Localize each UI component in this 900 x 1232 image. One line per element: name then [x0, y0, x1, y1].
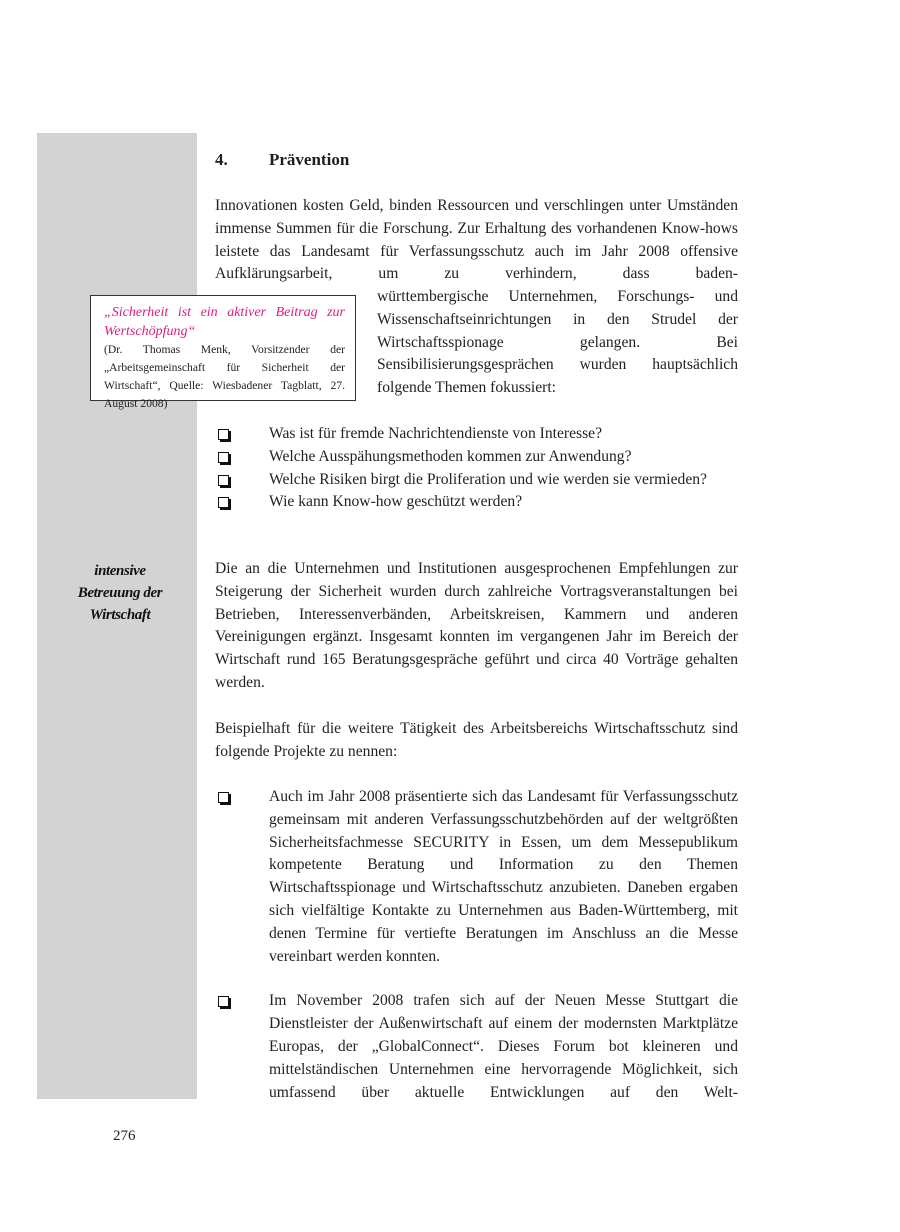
intro-paragraph-continued: württembergische Unternehmen, Forschungs- und Wissenschaftseinrichtungen in den Strudel der Wirtschaftsspionage gelangen. Bei Sensibilisierungsgesprächen wurden hauptsächlich folgende Themen fokussiert:: [377, 288, 738, 397]
quote-text: „Sicherheit ist ein aktiver Beitrag zur Wertschöpfung“: [104, 305, 345, 339]
section-heading: [215, 148, 349, 172]
margin-note-line: Wirtschaft: [89, 607, 151, 623]
quote-source: (Dr. Thomas Menk, Vorsitzender der „Arbeitsgemeinschaft für Sicherheit der Wirtschaft“, Quelle: Wiesbadener Tagblatt, 27. August 2008): [104, 343, 345, 410]
margin-note-line: intensive: [94, 563, 146, 579]
margin-note: [50, 560, 190, 626]
list-item: Was ist für fremde Nachrichtendienste von Interesse?: [215, 423, 738, 446]
quote-box: [90, 295, 356, 410]
checkbox-bullet-icon: [218, 429, 229, 440]
recommendations-paragraph: Die an die Unternehmen und Institutionen ausgesprochenen Empfehlungen zur Steigerung der Sicherheit wurden durch zahlreiche Vortragsveranstaltungen bei Betrieben, Interessenverbänden, Arbeitskreisen, Kammern und anderen Vereinigungen ergänzt. Insgesamt konnten im vergangenen Jahr im Bereich der Wirtschaft rund 165 Beratungsgespräche geführt und circa 40 Vorträge gehalten werden.: [215, 560, 738, 691]
margin-note-line: Betreuung der: [77, 585, 163, 601]
section-title: Prävention: [269, 150, 350, 169]
checkbox-bullet-icon: [218, 452, 229, 463]
question-list: [215, 423, 738, 514]
projects-intro-paragraph: Beispielhaft für die weitere Tätigkeit des Arbeitsbereichs Wirtschaftsschutz sind folgende Projekte zu nennen:: [215, 720, 738, 760]
list-item: Welche Ausspähungsmethoden kommen zur Anwendung?: [215, 446, 738, 469]
list-item: Wie kann Know-how geschützt werden?: [215, 491, 738, 514]
checkbox-bullet-icon: [218, 475, 229, 486]
project-list: [215, 786, 738, 1126]
page-number: 276: [113, 1128, 136, 1144]
section-number: 4.: [215, 150, 228, 169]
checkbox-bullet-icon: [218, 996, 229, 1007]
list-item: Auch im Jahr 2008 präsentierte sich das Landesamt für Verfassungsschutz gemeinsam mit anderen Verfassungsschutzbehörden auf der weltgrößten Sicherheitsfachmesse SECURITY in Essen, um dem Messepublikum kompetente Beratung und Information zu den Themen Wirtschaftsspionage und Wirtschaftsschutz anzubieten. Daneben ergaben sich vielfältige Kontakte zu Unternehmen aus Baden-Württemberg, mit denen Termine für vertiefte Beratungen im Anschluss an die Messe vereinbart werden konnten.: [215, 786, 738, 968]
list-item: Im November 2008 trafen sich auf der Neuen Messe Stuttgart die Dienstleister der Außenwirtschaft auf einem der modernsten Marktplätze Europas, der „GlobalConnect“. Dieses Forum bot kleineren und mittelständischen Unternehmen eine hervorragende Möglichkeit, sich umfassend über aktuelle Entwicklungen auf den Welt-: [215, 990, 738, 1104]
list-item: Welche Risiken birgt die Proliferation und wie werden sie vermieden?: [215, 469, 738, 492]
checkbox-bullet-icon: [218, 497, 229, 508]
intro-paragraph: Innovationen kosten Geld, binden Ressourcen und verschlingen unter Umständen immense Summen für die Forschung. Zur Erhaltung des vorhandenen Know-hows leistete das Landesamt für Verfassungsschutz auch im Jahr 2008 offensive Aufklärungsarbeit, um zu verhindern, dass baden-: [215, 197, 738, 283]
checkbox-bullet-icon: [218, 792, 229, 803]
